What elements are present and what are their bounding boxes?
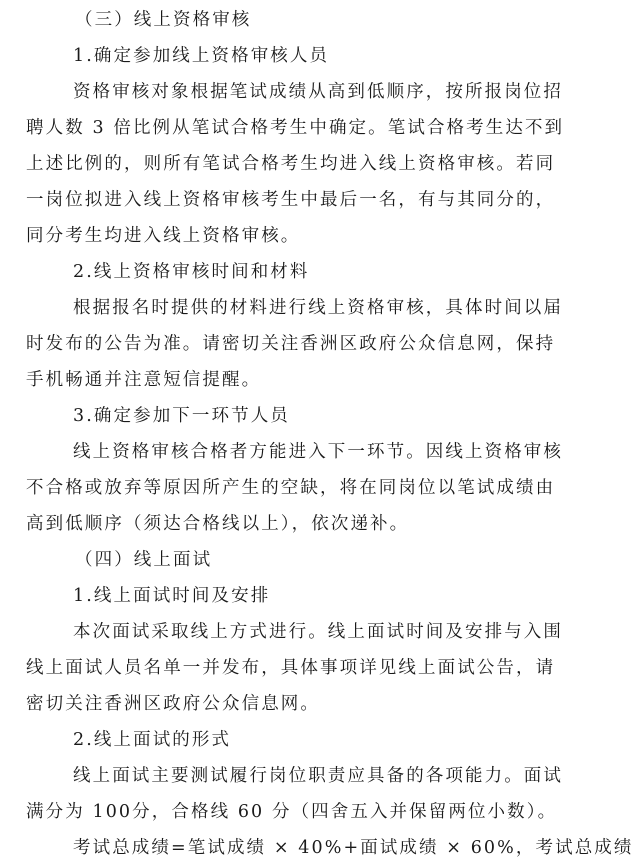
paragraph-line: 满分为 100分，合格线 60 分（四舍五入并保留两位小数）。 <box>26 802 558 822</box>
subsection-3-2-heading: 2.线上资格审核时间和材料 <box>73 262 310 282</box>
subsection-4-2-heading: 2.线上面试的形式 <box>73 730 232 750</box>
paragraph-line: 上述比例的，则所有笔试合格考生均进入线上资格审核。若同 <box>26 154 556 174</box>
paragraph-line: 同分考生均进入线上资格审核。 <box>26 226 301 246</box>
paragraph-line: 密切关注香洲区政府公众信息网。 <box>26 694 320 714</box>
subsection-3-3-heading: 3.确定参加下一环节人员 <box>73 406 290 426</box>
paragraph-line: 不合格或放弃等原因所产生的空缺，将在同岗位以笔试成绩由 <box>26 478 556 498</box>
paragraph-line: 线上面试人员名单一并发布，具体事项详见线上面试公告，请 <box>26 658 556 678</box>
subsection-3-1-heading: 1.确定参加线上资格审核人员 <box>73 46 330 66</box>
paragraph-line: 手机畅通并注意短信提醒。 <box>26 370 262 390</box>
section-4-heading: （四）线上面试 <box>75 550 213 570</box>
section-3-heading: （三）线上资格审核 <box>75 10 252 30</box>
paragraph-line: 资格审核对象根据笔试成绩从高到低顺序，按所报岗位招 <box>73 82 563 102</box>
subsection-4-1-heading: 1.线上面试时间及安排 <box>73 586 271 606</box>
paragraph-line: 高到低顺序（须达合格线以上），依次递补。 <box>26 514 410 534</box>
paragraph-line: 聘人数 3 倍比例从笔试合格考生中确定。笔试合格考生达不到 <box>26 118 565 138</box>
paragraph-line: 线上面试主要测试履行岗位职责应具备的各项能力。面试 <box>73 766 563 786</box>
paragraph-line: 线上资格审核合格者方能进入下一环节。因线上资格审核 <box>73 442 563 462</box>
paragraph-line: 一岗位拟进入线上资格审核考生中最后一名，有与其同分的， <box>26 190 556 210</box>
paragraph-line: 考试总成绩=笔试成绩 × 40%+面试成绩 × 60%，考试总成绩 <box>73 838 634 858</box>
paragraph-line: 根据报名时提供的材料进行线上资格审核，具体时间以届 <box>73 298 563 318</box>
paragraph-line: 时发布的公告为准。请密切关注香洲区政府公众信息网，保持 <box>26 334 556 354</box>
paragraph-line: 本次面试采取线上方式进行。线上面试时间及安排与入围 <box>73 622 563 642</box>
